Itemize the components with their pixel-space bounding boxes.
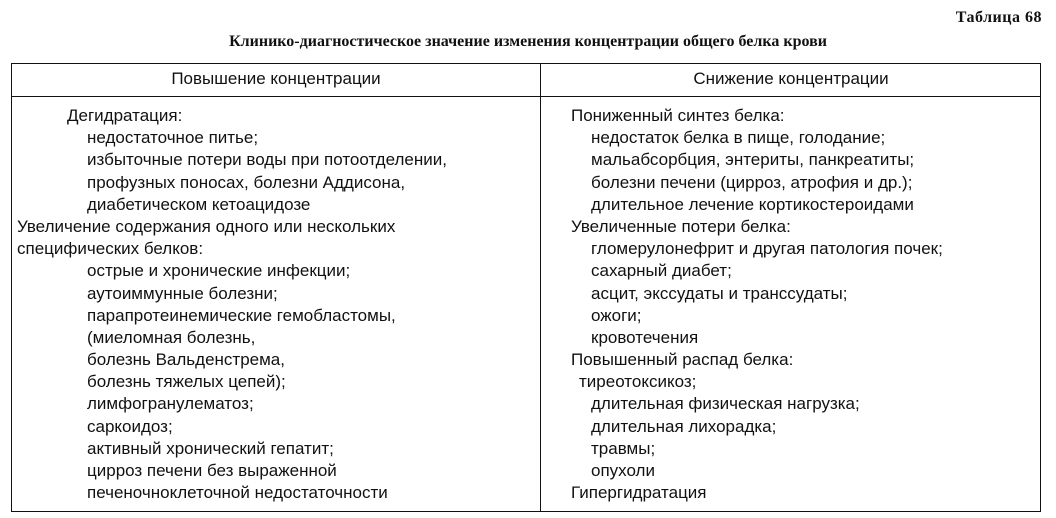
list-item: избыточные потери воды при потоотделении, bbox=[87, 150, 447, 170]
list-item: (миеломная болезнь, bbox=[87, 327, 256, 347]
data-table bbox=[11, 63, 1041, 512]
list-item: асцит, экссудаты и транссудаты; bbox=[591, 283, 848, 303]
list-item: диабетическом кетоацидозе bbox=[87, 194, 311, 214]
list-item: профузных поносах, болезни Аддисона, bbox=[87, 172, 406, 192]
list-item: Увеличение содержания одного или нескольких bbox=[17, 216, 396, 236]
list-item: Гипергидратация bbox=[571, 483, 707, 503]
header-divider bbox=[12, 96, 1040, 97]
list-item: мальабсорбция, энтериты, панкреатиты; bbox=[591, 150, 915, 170]
list-item: кровотечения bbox=[591, 327, 699, 347]
list-item: недостаточное питье; bbox=[87, 128, 259, 148]
list-item: травмы; bbox=[591, 438, 656, 458]
list-item: сахарный диабет; bbox=[591, 261, 732, 281]
list-item: острые и хронические инфекции; bbox=[87, 261, 351, 281]
table-caption: Клинико-диагностическое значение изменения концентрации общего белка крови bbox=[229, 33, 827, 50]
list-item: длительная лихорадка; bbox=[591, 416, 777, 436]
list-item: болезнь Вальденстрема, bbox=[87, 350, 285, 370]
list-item: опухоли bbox=[591, 461, 655, 480]
list-item: длительное лечение кортикостероидами bbox=[591, 194, 914, 214]
list-item: ожоги; bbox=[591, 305, 642, 325]
list-item: активный хронический гепатит; bbox=[87, 438, 334, 458]
list-item: гломерулонефрит и другая патология почек; bbox=[591, 239, 943, 259]
list-item: лимфогранулематоз; bbox=[87, 394, 254, 414]
list-item: цирроз печени без выраженной bbox=[87, 461, 337, 480]
list-item: парапротеинемические гемобластомы, bbox=[87, 305, 396, 325]
list-item: болезни печени (цирроз, атрофия и др.); bbox=[591, 172, 913, 192]
list-item: саркоидоз; bbox=[87, 416, 173, 436]
increase-column bbox=[17, 105, 537, 504]
list-item: аутоиммунные болезни; bbox=[87, 283, 278, 303]
header-decrease: Снижение концентрации bbox=[693, 69, 889, 88]
list-item: Повышенный распад белка: bbox=[571, 350, 794, 370]
list-item: Увеличенные потери белка: bbox=[571, 216, 791, 236]
table-number: Таблица 68 bbox=[955, 9, 1042, 26]
decrease-column bbox=[571, 105, 1039, 504]
list-item: специфических белков: bbox=[17, 239, 204, 259]
header-increase: Повышение концентрации bbox=[171, 69, 381, 88]
list-item: недостаток белка в пище, голодание; bbox=[591, 128, 886, 148]
list-item: Дегидратация: bbox=[67, 106, 183, 125]
column-divider bbox=[540, 64, 541, 511]
list-item: болезнь тяжелых цепей); bbox=[87, 372, 286, 392]
list-item: печеночноклеточной недостаточности bbox=[87, 483, 388, 503]
list-item: Пониженный синтез белка: bbox=[571, 106, 785, 125]
list-item: длительная физическая нагрузка; bbox=[591, 394, 860, 414]
list-item: тиреотоксикоз; bbox=[579, 372, 697, 392]
